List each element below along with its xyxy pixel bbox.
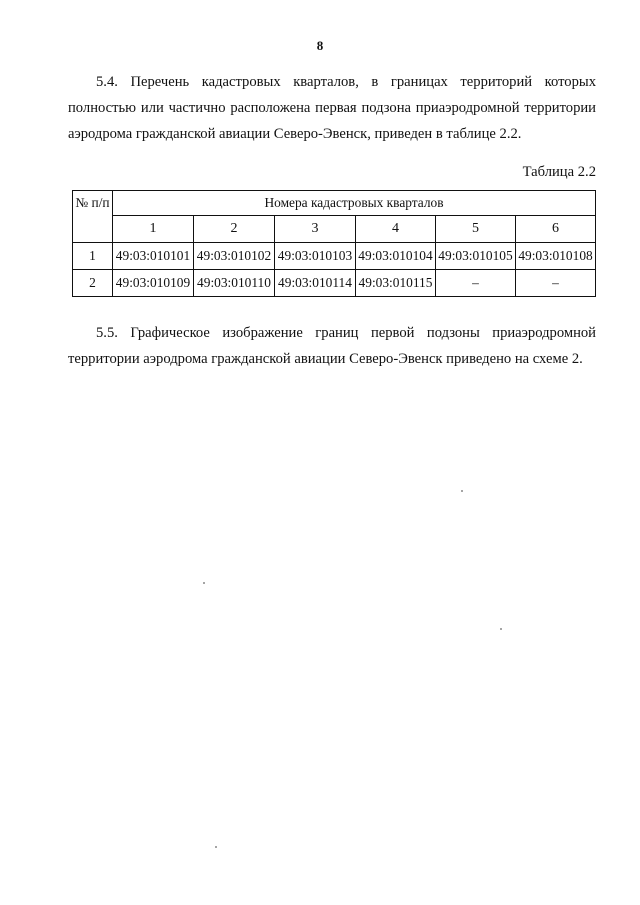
column-number: 3 xyxy=(275,216,356,243)
paragraph-5-4 xyxy=(68,69,596,147)
paragraph-line: территории аэродрома гражданской авиации Северо-Эвенск приведено на схеме 2. xyxy=(68,351,583,367)
column-number-row xyxy=(73,216,596,243)
table-row xyxy=(73,270,596,297)
column-number: 5 xyxy=(436,216,516,243)
paragraph-line: 5.4. Перечень кадастровых кварталов, в границах территорий которых xyxy=(96,74,596,90)
table-cell: – xyxy=(516,270,596,297)
paragraph-line: 5.5. Графическое изображение границ первой подзоны приаэродромной xyxy=(96,325,596,341)
paragraph-line: полностью или частично расположена первая подзона приаэродромной территории xyxy=(68,100,596,116)
page-number: 8 xyxy=(316,38,324,53)
table-cell: 49:03:010105 xyxy=(436,243,516,270)
column-number: 2 xyxy=(194,216,275,243)
table-cell: 49:03:010103 xyxy=(275,243,356,270)
table-cell: 49:03:010102 xyxy=(194,243,275,270)
table-cell: 49:03:010104 xyxy=(356,243,436,270)
table-cell: 49:03:010108 xyxy=(516,243,596,270)
group-header: Номера кадастровых кварталов xyxy=(113,191,596,216)
table-cell: – xyxy=(436,270,516,297)
scan-speck xyxy=(461,490,463,492)
row-number: 2 xyxy=(73,270,113,297)
column-number: 6 xyxy=(516,216,596,243)
scan-speck xyxy=(215,846,217,848)
column-number: 1 xyxy=(113,216,194,243)
paragraph-line: аэродрома гражданской авиации Северо-Эвенск, приведен в таблице 2.2. xyxy=(68,126,522,142)
paragraph-5-5 xyxy=(68,320,596,372)
row-number: 1 xyxy=(73,243,113,270)
scan-speck xyxy=(203,582,205,584)
num-header: № п/п xyxy=(73,191,113,243)
column-number: 4 xyxy=(356,216,436,243)
scan-speck xyxy=(500,628,502,630)
cadastral-table xyxy=(72,190,596,297)
table-caption: Таблица 2.2 xyxy=(522,164,596,180)
table-cell: 49:03:010101 xyxy=(113,243,194,270)
table-cell: 49:03:010114 xyxy=(275,270,356,297)
table-cell: 49:03:010115 xyxy=(356,270,436,297)
table-cell: 49:03:010109 xyxy=(113,270,194,297)
table-cell: 49:03:010110 xyxy=(194,270,275,297)
table-row xyxy=(73,243,596,270)
table-header-row xyxy=(73,191,596,216)
